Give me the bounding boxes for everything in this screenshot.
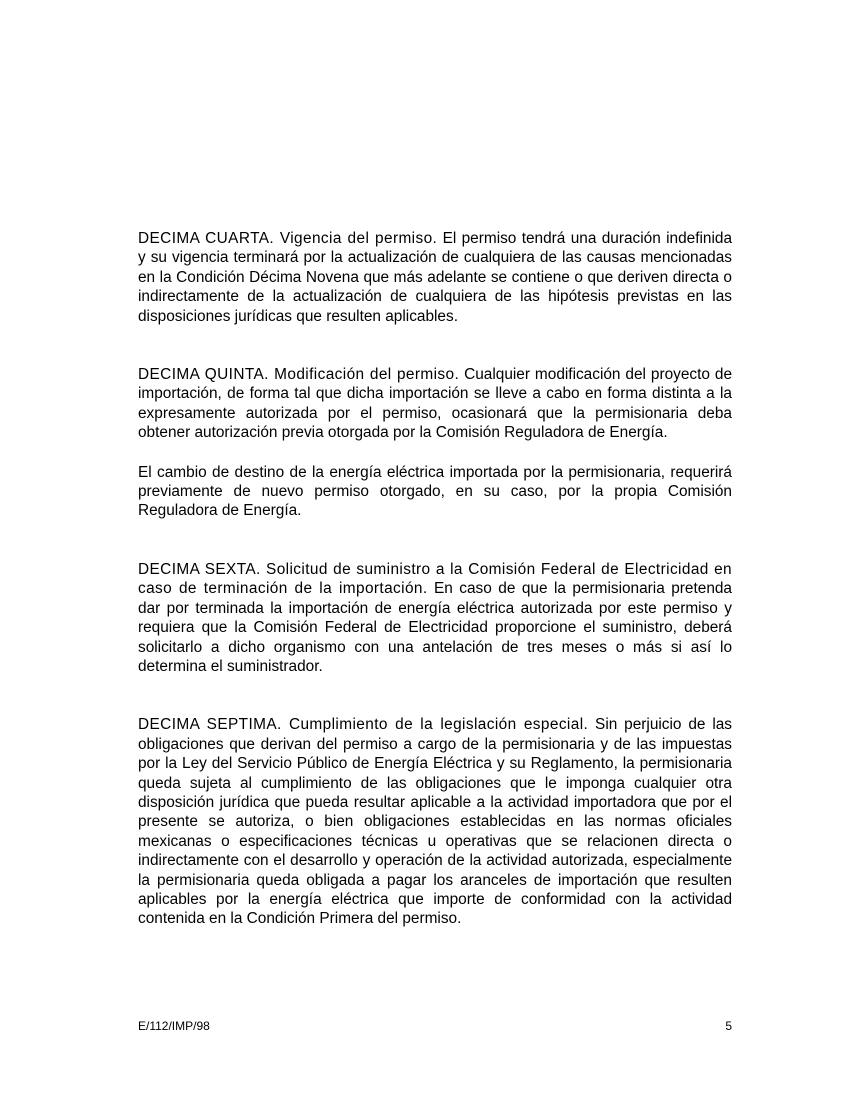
section-heading: DECIMA QUINTA. Modificación del permiso. [138, 366, 460, 384]
section-paragraph: El cambio de destino de la energía eléctrica importada por la permisionaria, requerirá previamente de nuevo permiso otorgado, en su caso, por la propia Comisión Reguladora de Energía. [138, 463, 732, 520]
section-text: Sin perjuicio de las obligaciones que derivan del permiso a cargo de la permisionaria y de las impuestas por la Ley del Servicio Público de Energía Eléctrica y su Reglamento, la permisionaria queda sujeta al cumplimiento de las obligaciones que le imponga cualquier otra disposición jurídica que pueda resultar aplicable a la actividad importadora que por el presente se autoriza, o bien obligaciones establecidas en las normas oficiales mexicanas o especificaciones técnicas u operativas que se relacionen directa o indirectamente con el desarrollo y operación de la actividad autorizada, especialmente la permisionaria queda obligada a pagar los aranceles de importación que resulten aplicables por la energía eléctrica que importe de conformidad con la actividad contenida en la Condición Primera del permiso. [138, 716, 732, 928]
page-number: 5 [725, 1019, 732, 1033]
document-id: E/112/IMP/98 [138, 1019, 210, 1033]
section-text: Cualquier modificación del proyecto de importación, de forma tal que dicha importación se lleve a cabo en forma distinta a la expresamente autorizada por el permiso, ocasionará que la permisionaria deba obtener autorización previa otorgada por la Comisión Reguladora de Energía. [138, 366, 733, 442]
section-heading: DECIMA CUARTA. Vigencia del permiso. [138, 230, 438, 247]
section-text: En caso de que la permisionaria pretenda dar por terminada la importación de energía eléctrica autorizada por este permiso y requiera que la Comisión Federal de Electricidad proporcione el suministro, deberá solicitarlo a dicho organismo con una antelación de tres meses o más si así lo determina el suministrador. [138, 580, 732, 675]
section-heading: DECIMA SEXTA. Solicitud de suministro a la Comisión Federal de Electricidad en caso de terminación de la importación. [138, 560, 732, 598]
section-decima-septima [138, 715, 732, 928]
section-decima-quinta [138, 365, 732, 443]
section-text: El permiso tendrá una duración indefinida y su vigencia terminará por la actualización de cualquiera de las causas mencionadas en la Condición Décima Novena que más adelante se contiene o que deriven directa o indirectamente de la actualización de cualquiera de las hipótesis previstas en las disposiciones jurídicas que resulten aplicables. [138, 230, 732, 325]
section-decima-sexta [138, 560, 732, 676]
section-decima-cuarta [138, 229, 732, 326]
document-body [138, 229, 732, 929]
section-heading: DECIMA SEPTIMA. Cumplimiento de la legislación especial. [138, 716, 589, 734]
